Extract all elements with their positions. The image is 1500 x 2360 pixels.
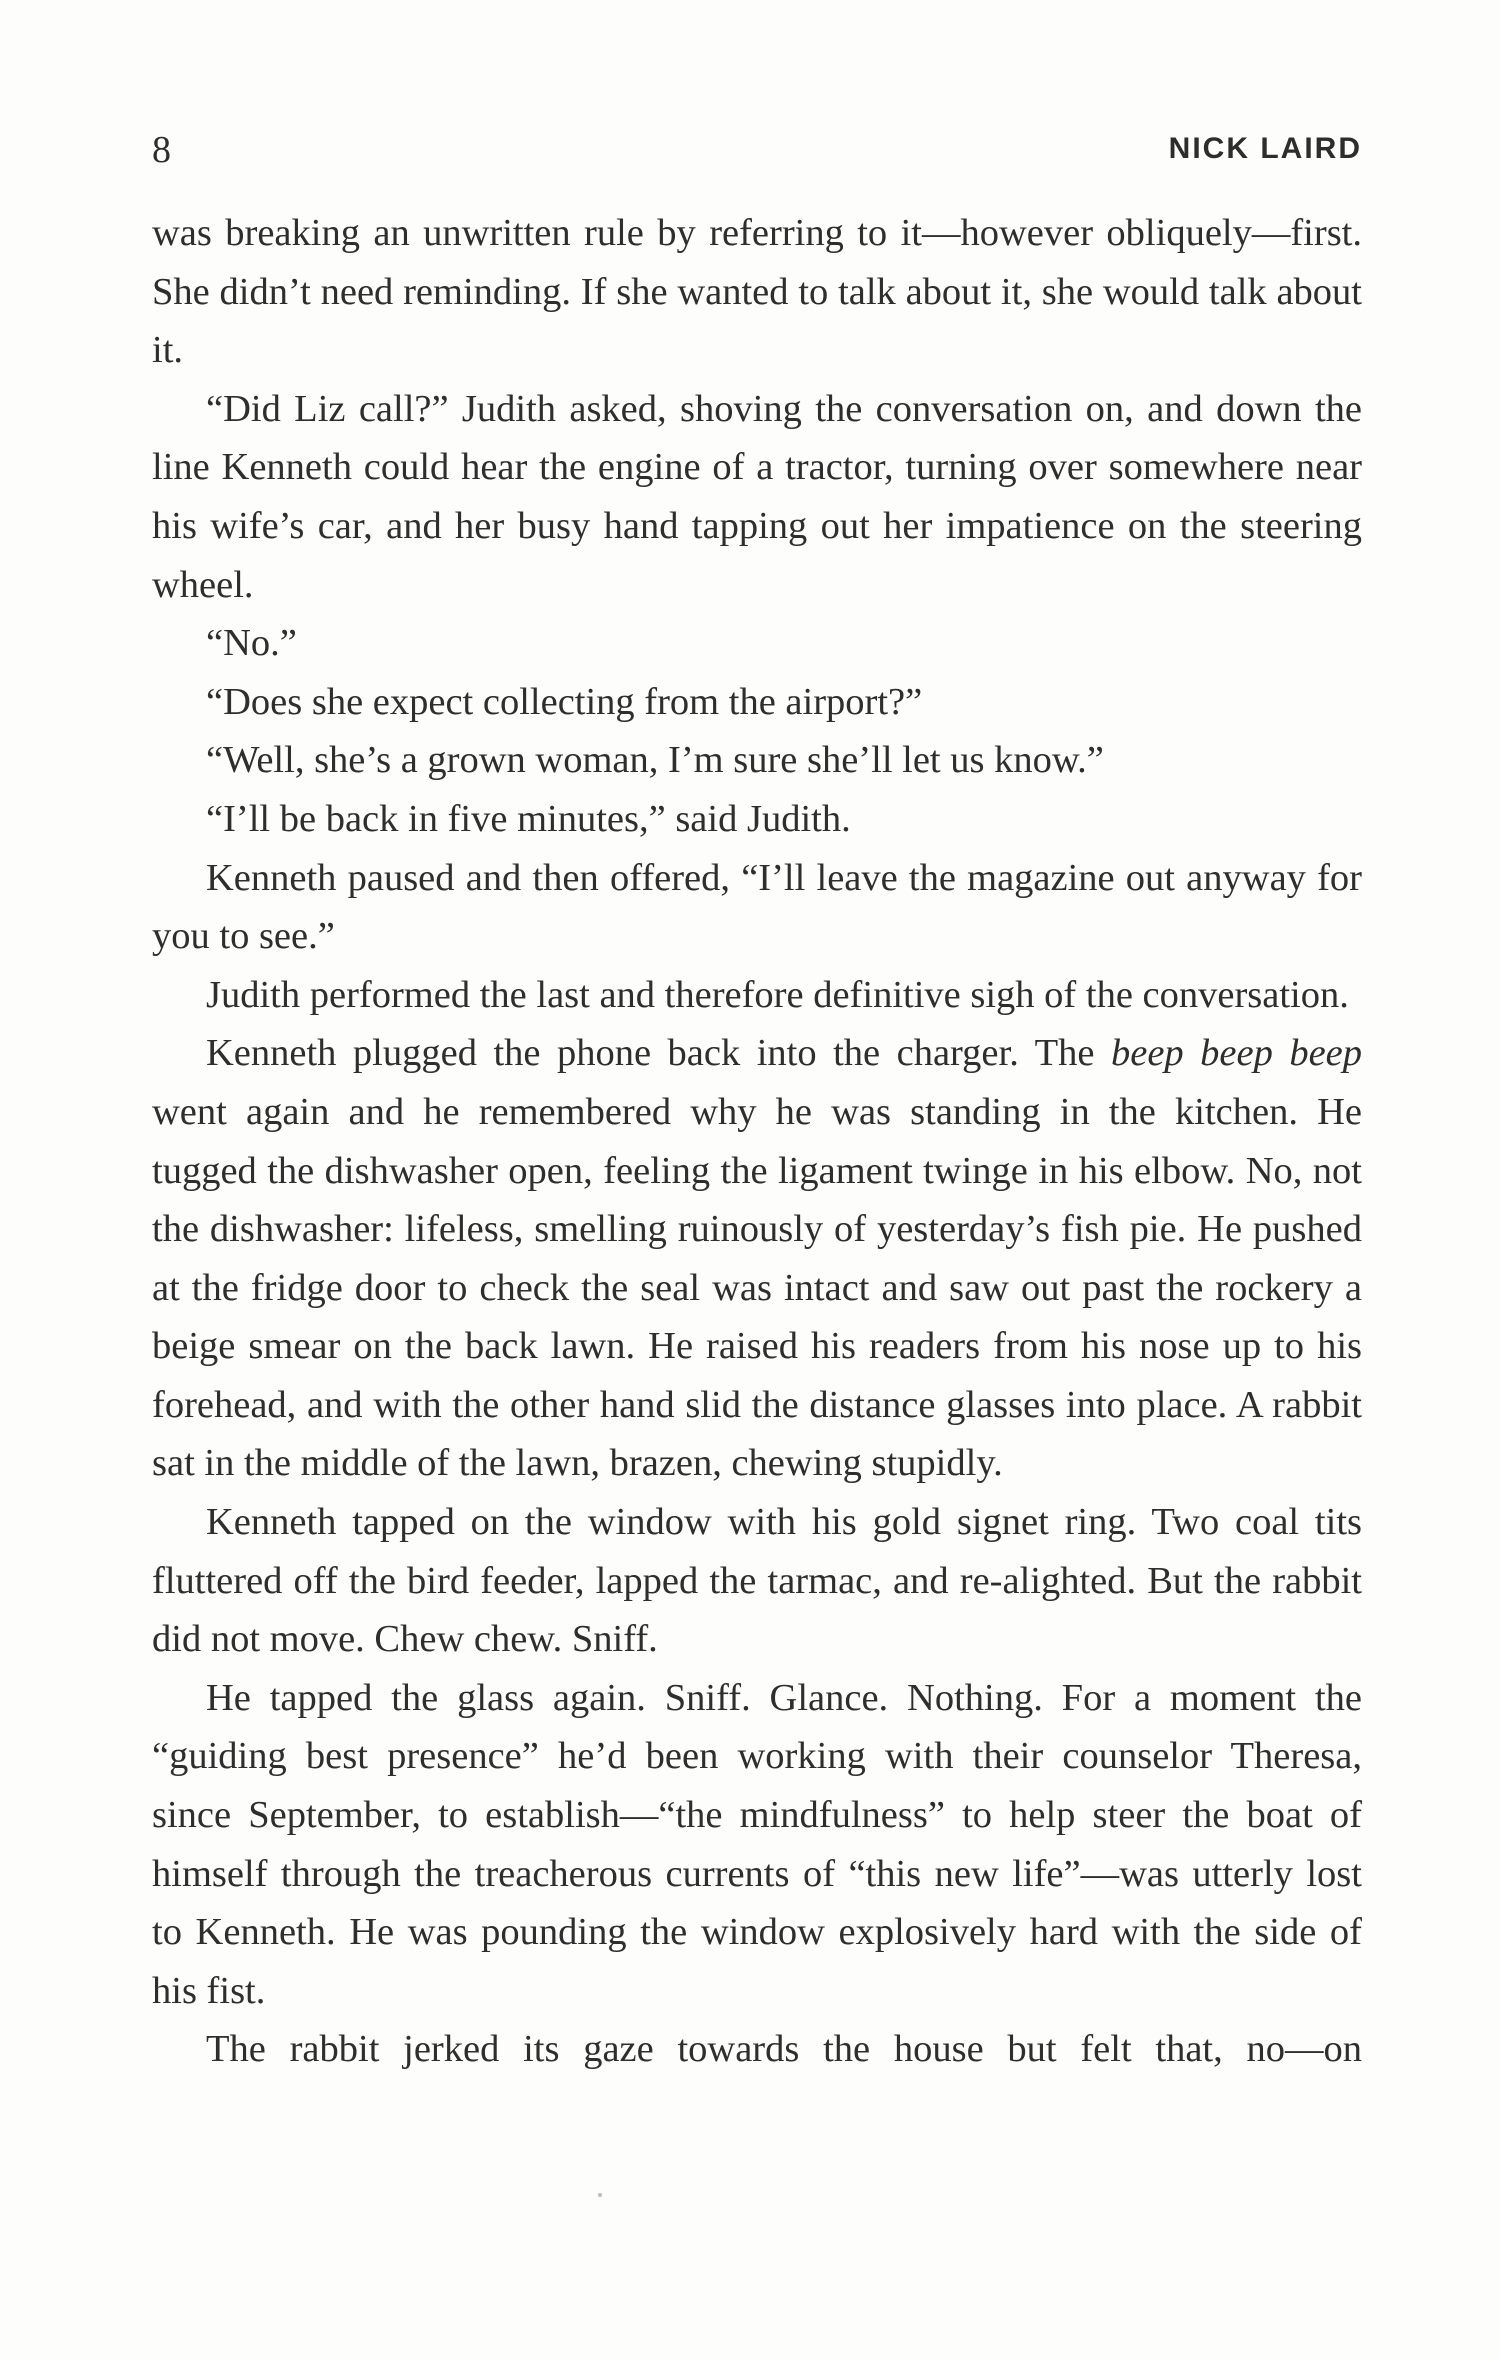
- paragraph: [152, 380, 1362, 614]
- paragraph: [152, 614, 1362, 673]
- paragraph-text: “I’ll be back in five minutes,” said Judith.: [206, 797, 851, 840]
- paragraph: [152, 966, 1362, 1025]
- paragraph-text: He tapped the glass again. Sniff. Glance. Nothing. For a moment the “guiding best presence” he’d been working with their counselor Theresa, since September, to establish—“the mindfulness” to help steer the boat of himself through the treacherous currents of “this new life”—was utterly lost to Kenneth. He was pounding the window explosively hard with the side of his fist.: [152, 1676, 1362, 2012]
- paragraph: [152, 1024, 1362, 1493]
- paragraph: [152, 849, 1362, 966]
- paragraph: [152, 2020, 1362, 2079]
- paragraph-text: “Did Liz call?” Judith asked, shoving the conversation on, and down the line Kenneth could hear the engine of a tractor, turning over somewhere near his wife’s car, and her busy hand tapping out her impatience on the steering wheel.: [152, 387, 1362, 606]
- paragraph-text: Kenneth paused and then offered, “I’ll leave the magazine out anyway for you to see.”: [152, 856, 1362, 958]
- paragraph-text: went again and he remembered why he was standing in the kitchen. He tugged the dishwasher open, feeling the ligament twinge in his elbow. No, not the dishwasher: lifeless, smelling ruinously of yesterday’s fish pie. He pushed at the fridge door to check the seal was intact and saw out past the rockery a beige smear on the back lawn. He raised his readers from his nose up to his forehead, and with the other hand slid the distance glasses into place. A rabbit sat in the middle of the lawn, brazen, chewing stupidly.: [152, 1090, 1362, 1485]
- paragraph: [152, 731, 1362, 790]
- paragraph: [152, 790, 1362, 849]
- paragraph: [152, 1669, 1362, 2021]
- paragraph: [152, 673, 1362, 732]
- page-header: [152, 128, 1362, 178]
- italic-text: beep beep beep: [1110, 1032, 1362, 1075]
- paragraph-text: Kenneth plugged the phone back into the charger. The: [206, 1032, 1111, 1075]
- paragraph-text: The rabbit jerked its gaze towards the house but felt that, no—on: [206, 2028, 1362, 2071]
- paragraph: [152, 204, 1362, 380]
- page-number: 8: [152, 129, 171, 171]
- paragraph-text: “Well, she’s a grown woman, I’m sure she’ll let us know.”: [206, 739, 1104, 782]
- paragraph: [152, 1493, 1362, 1669]
- scan-speck: [598, 2193, 602, 2197]
- paragraph-text: Kenneth tapped on the window with his gold signet ring. Two coal tits fluttered off the bird feeder, lapped the tarmac, and re-alighted. But the rabbit did not move. Chew chew. Sniff.: [152, 1501, 1362, 1661]
- paragraph-text: Judith performed the last and therefore definitive sigh of the conversation.: [206, 973, 1349, 1016]
- paragraph-text: “No.”: [206, 622, 297, 665]
- paragraph-text: “Does she expect collecting from the airport?”: [206, 680, 923, 723]
- body-text: [152, 204, 1362, 2079]
- paragraph-text: was breaking an unwritten rule by referring to it—however obliquely—first. She didn’t need reminding. If she wanted to talk about it, she would talk about it.: [152, 212, 1362, 372]
- running-head-author: NICK LAIRD: [1168, 132, 1362, 165]
